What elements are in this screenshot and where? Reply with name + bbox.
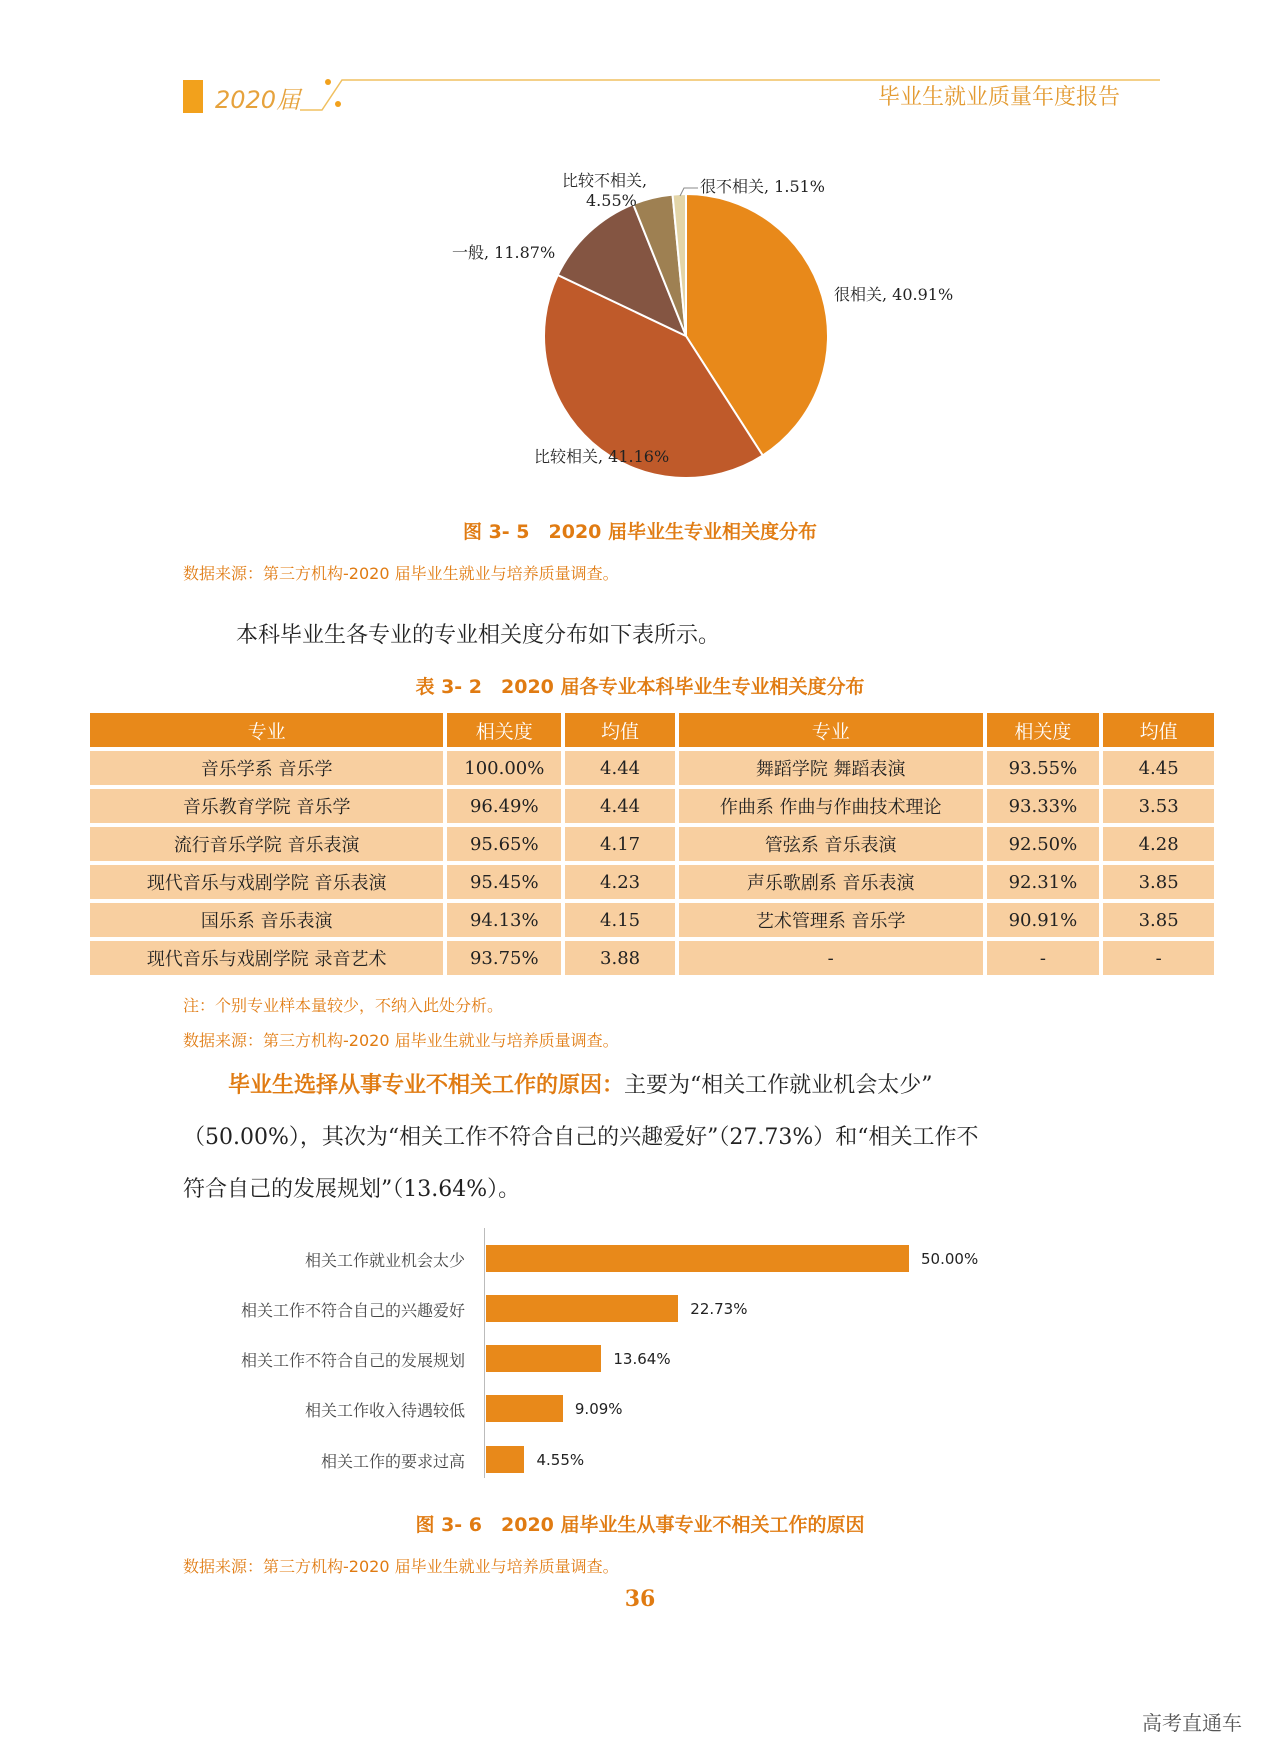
table-cell: 现代音乐与戏剧学院 音乐表演 (90, 865, 443, 899)
table-row (90, 827, 1214, 861)
table-row (90, 789, 1214, 823)
table-cell: 流行音乐学院 音乐表演 (90, 827, 443, 861)
table-cell: 93.33% (987, 789, 1100, 823)
table-cell: 4.23 (565, 865, 675, 899)
figure-5-caption: 图 3- 5 2020 届毕业生专业相关度分布 (462, 521, 818, 543)
bar-category-label: 相关工作收入待遇较低 (304, 1401, 465, 1420)
table-cell: - (1103, 941, 1214, 975)
table-cell: 3.53 (1103, 789, 1214, 823)
table-header-cell: 专业 (679, 713, 983, 747)
table-cell: 4.28 (1103, 827, 1214, 861)
bar (486, 1245, 909, 1272)
bar-value-label: 22.73% (690, 1300, 748, 1318)
table-cell: 3.88 (565, 941, 675, 975)
reason-highlight: 毕业生选择从事专业不相关工作的原因： (228, 1073, 625, 1098)
table-cell: 93.55% (987, 751, 1100, 785)
bar-chart-axis (484, 1228, 485, 1478)
page-number: 36 (624, 1586, 656, 1612)
bar-value-label: 13.64% (613, 1350, 671, 1368)
bar-category-label: 相关工作不符合自己的兴趣爱好 (240, 1301, 465, 1320)
table-header-cell: 相关度 (987, 713, 1100, 747)
table-header-cell: 专业 (90, 713, 443, 747)
table-caption: 表 3- 2 2020 届各专业本科毕业生专业相关度分布 (415, 676, 865, 698)
table-cell: 95.45% (447, 865, 561, 899)
table-cell: 4.44 (565, 789, 675, 823)
bar-category-label: 相关工作的要求过高 (320, 1452, 465, 1471)
table-header-row (90, 713, 1214, 747)
table-row (90, 903, 1214, 937)
bar (486, 1345, 601, 1372)
intro-paragraph: 本科毕业生各专业的专业相关度分布如下表所示。 (236, 623, 721, 648)
table-cell: 100.00% (447, 751, 561, 785)
table-row (90, 751, 1214, 785)
relevance-table (86, 709, 1218, 979)
table-cell: 3.85 (1103, 903, 1214, 937)
reason-line1-text: 主要为“相关工作就业机会太少” (624, 1073, 933, 1098)
table-header-cell: 均值 (1103, 713, 1214, 747)
bar (486, 1446, 524, 1473)
bar-value-label: 4.55% (536, 1451, 585, 1469)
reason-paragraph-line3: 符合自己的发展规划”（13.64%）。 (183, 1177, 521, 1202)
pie-label-very-related: 很相关, 40.91% (834, 285, 954, 304)
table-cell: 音乐教育学院 音乐学 (90, 789, 443, 823)
pie-label-very-unrelated: 很不相关, 1.51% (700, 177, 826, 196)
figure-6-caption: 图 3- 6 2020 届毕业生从事专业不相关工作的原因 (415, 1514, 865, 1536)
table-header-cell: 均值 (565, 713, 675, 747)
table-note: 注：个别专业样本量较少，不纳入此处分析。 (183, 996, 504, 1015)
bar-category-label: 相关工作不符合自己的发展规划 (240, 1351, 465, 1370)
bar-value-label: 9.09% (574, 1400, 623, 1418)
table-cell: 92.50% (987, 827, 1100, 861)
table-cell: 舞蹈学院 舞蹈表演 (679, 751, 983, 785)
table-cell: 4.45 (1103, 751, 1214, 785)
figure-5-source: 数据来源：第三方机构-2020 届毕业生就业与培养质量调查。 (183, 564, 619, 583)
pie-label-fairly-unrelated-1: 比较不相关, (562, 171, 648, 190)
table-cell: 96.49% (447, 789, 561, 823)
table-row (90, 941, 1214, 975)
table-cell: 音乐学系 音乐学 (90, 751, 443, 785)
reason-paragraph-line2: （50.00%），其次为“相关工作不符合自己的兴趣爱好”（27.73%）和“相关工作不 (183, 1125, 979, 1150)
table-cell: 4.15 (565, 903, 675, 937)
table-cell: 95.65% (447, 827, 561, 861)
reason-paragraph-line1 (228, 1068, 933, 1099)
pie-label-fairly-unrelated-2: 4.55% (586, 191, 637, 210)
table-cell: 94.13% (447, 903, 561, 937)
table-cell: 4.44 (565, 751, 675, 785)
table-cell: 国乐系 音乐表演 (90, 903, 443, 937)
table-cell: 3.85 (1103, 865, 1214, 899)
pie-label-neutral: 一般, 11.87% (452, 243, 556, 262)
table-cell: 90.91% (987, 903, 1100, 937)
table-cell: 艺术管理系 音乐学 (679, 903, 983, 937)
figure-6-source: 数据来源：第三方机构-2020 届毕业生就业与培养质量调查。 (183, 1557, 619, 1576)
table-cell: 92.31% (987, 865, 1100, 899)
bar-value-label: 50.00% (921, 1250, 979, 1268)
bar (486, 1295, 678, 1322)
pie-leader-line (676, 180, 706, 200)
bar (486, 1395, 563, 1422)
header-year: 2020届 (215, 86, 301, 114)
header-title: 毕业生就业质量年度报告 (877, 85, 1120, 110)
table-cell: - (679, 941, 983, 975)
table-cell: 现代音乐与戏剧学院 录音艺术 (90, 941, 443, 975)
watermark: 高考直通车 (1142, 1711, 1242, 1735)
table-source: 数据来源：第三方机构-2020 届毕业生就业与培养质量调查。 (183, 1031, 619, 1050)
header-accent-bar (183, 80, 203, 113)
table-cell: 4.17 (565, 827, 675, 861)
table-cell: 93.75% (447, 941, 561, 975)
bar-category-label: 相关工作就业机会太少 (304, 1251, 465, 1270)
table-cell: 声乐歌剧系 音乐表演 (679, 865, 983, 899)
table-cell: - (987, 941, 1100, 975)
table-cell: 管弦系 音乐表演 (679, 827, 983, 861)
table-header-cell: 相关度 (447, 713, 561, 747)
table-cell: 作曲系 作曲与作曲技术理论 (679, 789, 983, 823)
pie-label-fairly-related: 比较相关, 41.16% (534, 447, 670, 466)
table-row (90, 865, 1214, 899)
